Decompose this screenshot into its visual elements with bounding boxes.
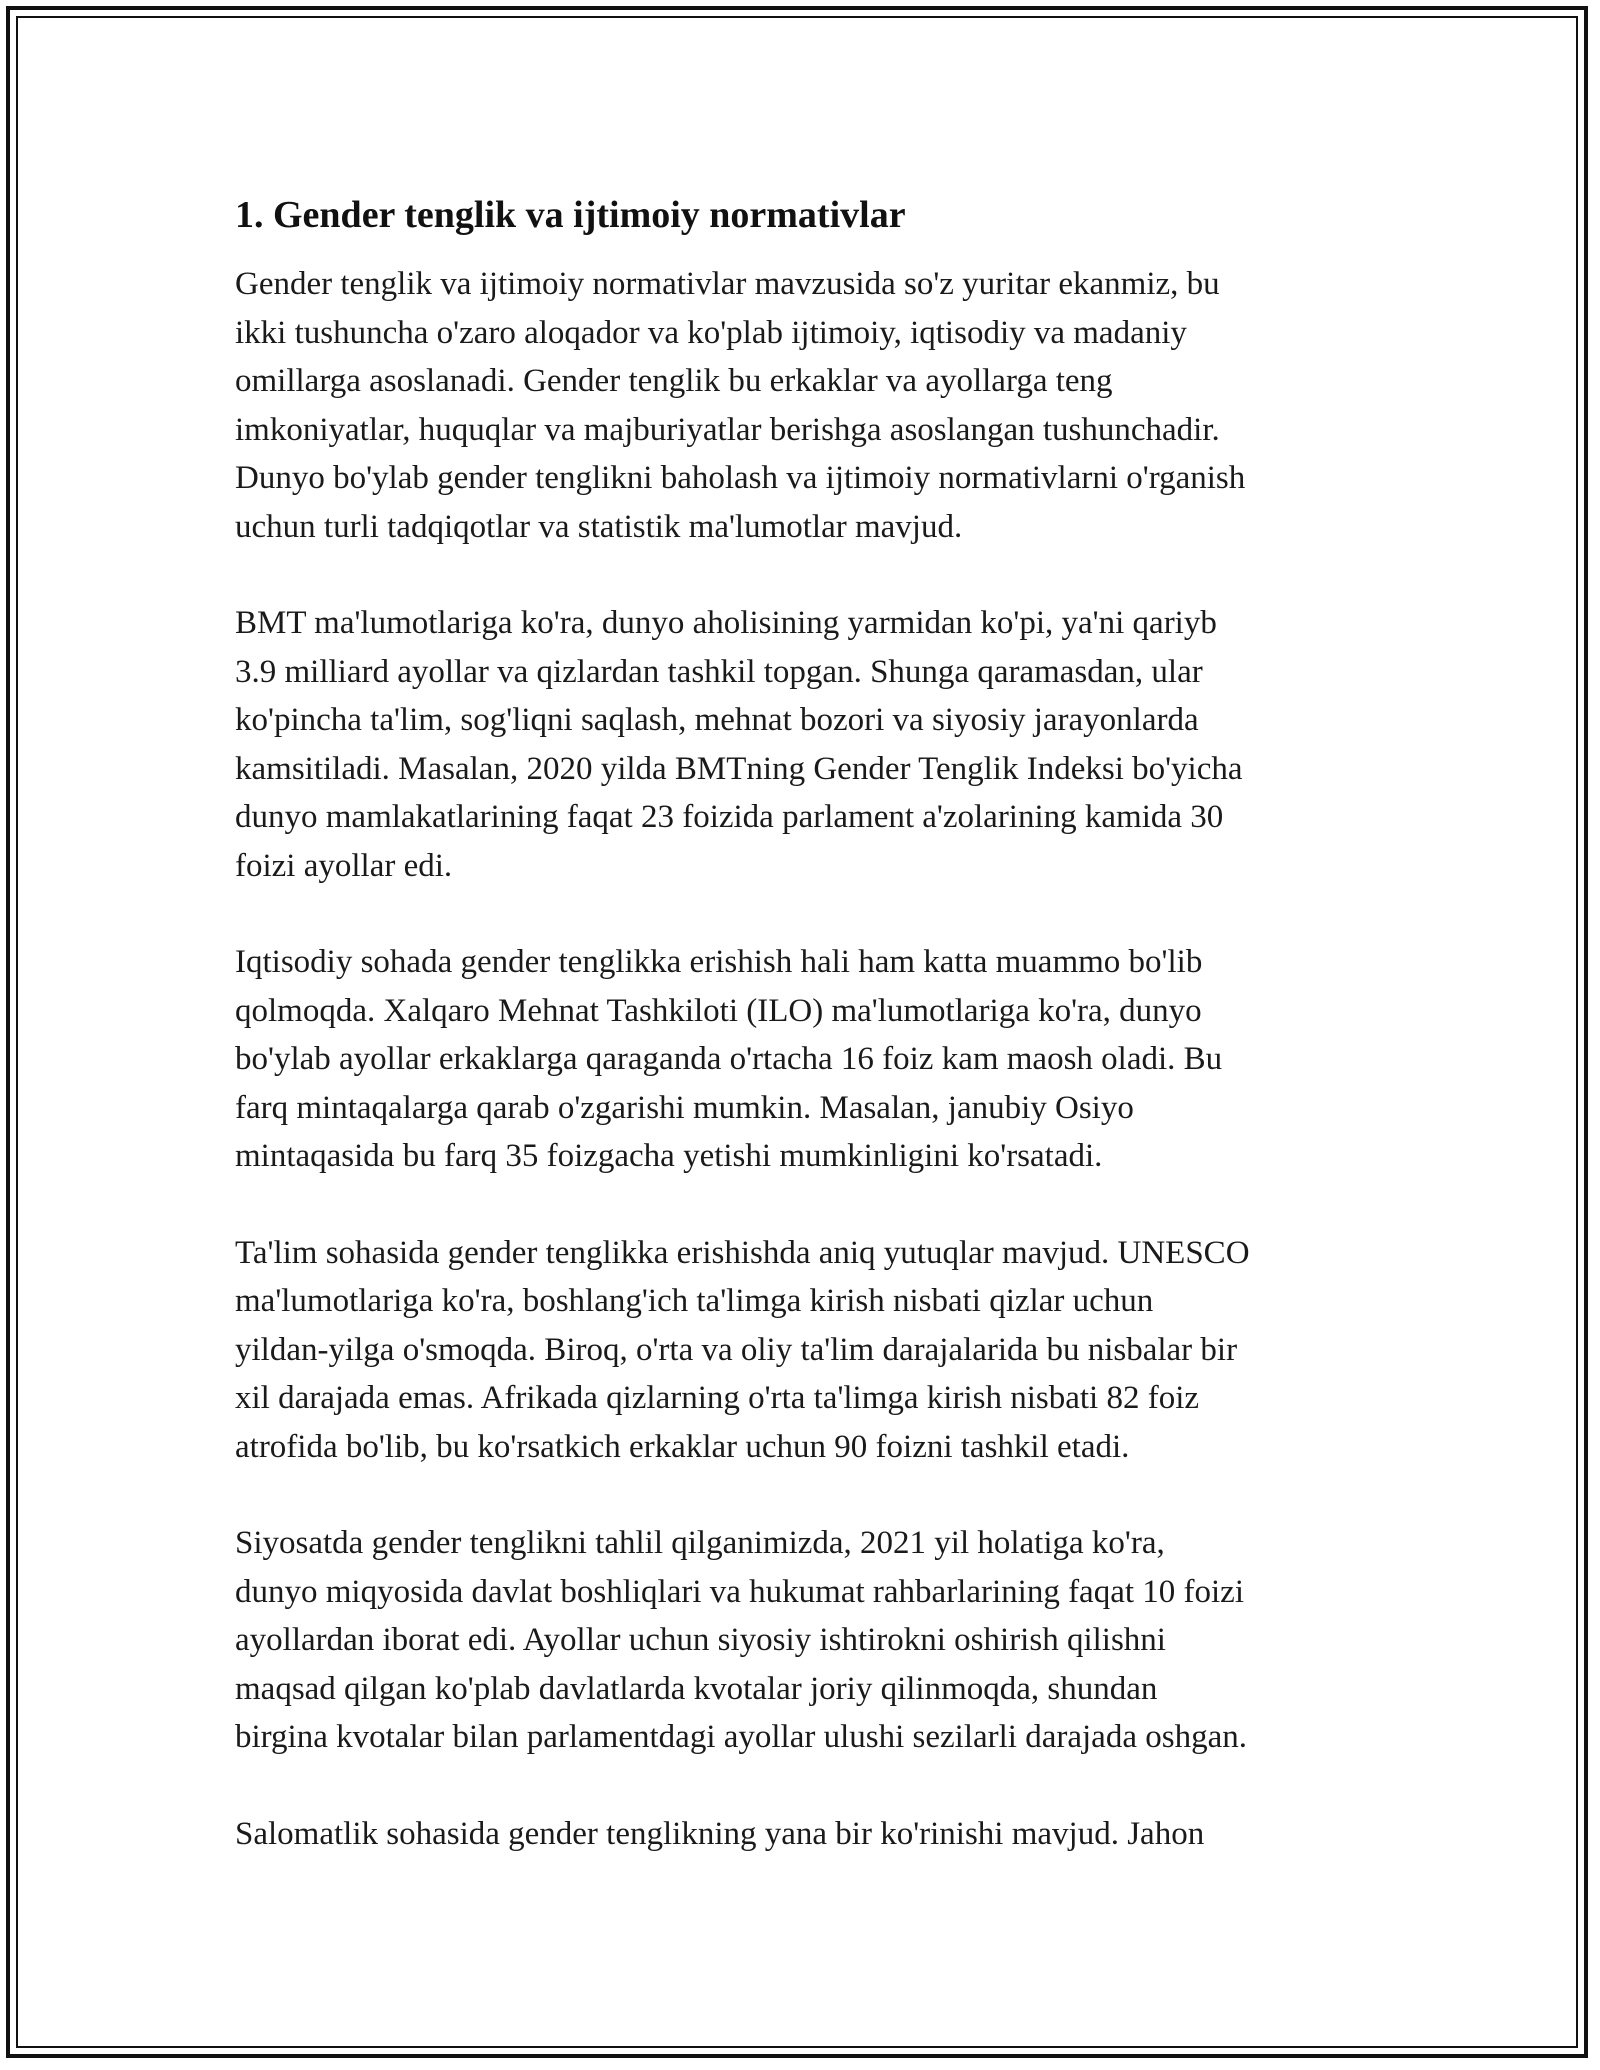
paragraph-intro: Gender tenglik va ijtimoiy normativlar mavzusida so'z yuritar ekanmiz, bu ikki tushuncha o'zaro aloqador va ko'plab ijtimoiy, iqtisodiy va madaniy omillarga asoslanadi. Gender tenglik bu erkaklar va ayollarga teng imkoniyatlar, huquqlar va majburiyatlar berishga asoslangan tushunchadir. Dunyo bo'ylab gender tenglikni baholash va ijtimoiy normativlarni o'rganish uchun turli tadqiqotlar va statistik ma'lumotlar mavjud.: [235, 266, 1246, 545]
paragraph-education: Ta'lim sohasida gender tenglikka erishishda aniq yutuqlar mavjud. UNESCO ma'lumotlariga ko'ra, boshlang'ich ta'limga kirish nisbati qizlar uchun yildan-yilga o'smoqda. Biroq, o'rta va oliy ta'lim darajalarida bu nisbalar bir xil darajada emas. Afrikada qizlarning o'rta ta'limga kirish nisbati 82 foiz atrofida bo'lib, bu ko'rsatkich erkaklar uchun 90 foizni tashkil etadi.: [235, 1234, 1250, 1465]
paragraph-politics: Siyosatda gender tenglikni tahlil qilganimizda, 2021 yil holatiga ko'ra, dunyo miqyosida davlat boshliqlari va hukumat rahbarlarining faqat 10 foizi ayollardan iborat edi. Ayollar uchun siyosiy ishtirokni oshirish qilishni maqsad qilgan ko'plab davlatlarda kvotalar joriy qilinmoqda, shundan birgina kvotalar bilan parlamentdagi ayollar ulushi sezilarli darajada oshgan.: [235, 1525, 1247, 1755]
paragraph-bmt-statistics: BMT ma'lumotlariga ko'ra, dunyo aholisining yarmidan ko'pi, ya'ni qariyb 3.9 milliard ayollar va qizlardan tashkil topgan. Shunga qaramasdan, ular ko'pincha ta'lim, sog'liqni saqlash, mehnat bozori va siyosiy jarayonlarda kamsitiladi. Masalan, 2020 yilda BMTning Gender Tenglik Indeksi bo'yicha dunyo mamlakatlarining faqat 23 foizida parlament a'zolarining kamida 30 foizi ayollar edi.: [235, 605, 1243, 884]
paragraph-economic: Iqtisodiy sohada gender tenglikka erishish hali ham katta muammo bo'lib qolmoqda. Xalqaro Mehnat Tashkiloti (ILO) ma'lumotlariga ko'ra, dunyo bo'ylab ayollar erkaklarga qaraganda o'rtacha 16 foiz kam maosh oladi. Bu farq mintaqalarga qarab o'zgarishi mumkin. Masalan, janubiy Osiyo mintaqasida bu farq 35 foizgacha yetishi mumkinligini ko'rsatadi.: [235, 944, 1223, 1174]
document-body: [235, 190, 1385, 1858]
section-heading: 1. Gender tenglik va ijtimoiy normativlar: [235, 194, 906, 236]
paragraph-health: Salomatlik sohasida gender tenglikning yana bir ko'rinishi mavjud. Jahon: [235, 1815, 1205, 1852]
